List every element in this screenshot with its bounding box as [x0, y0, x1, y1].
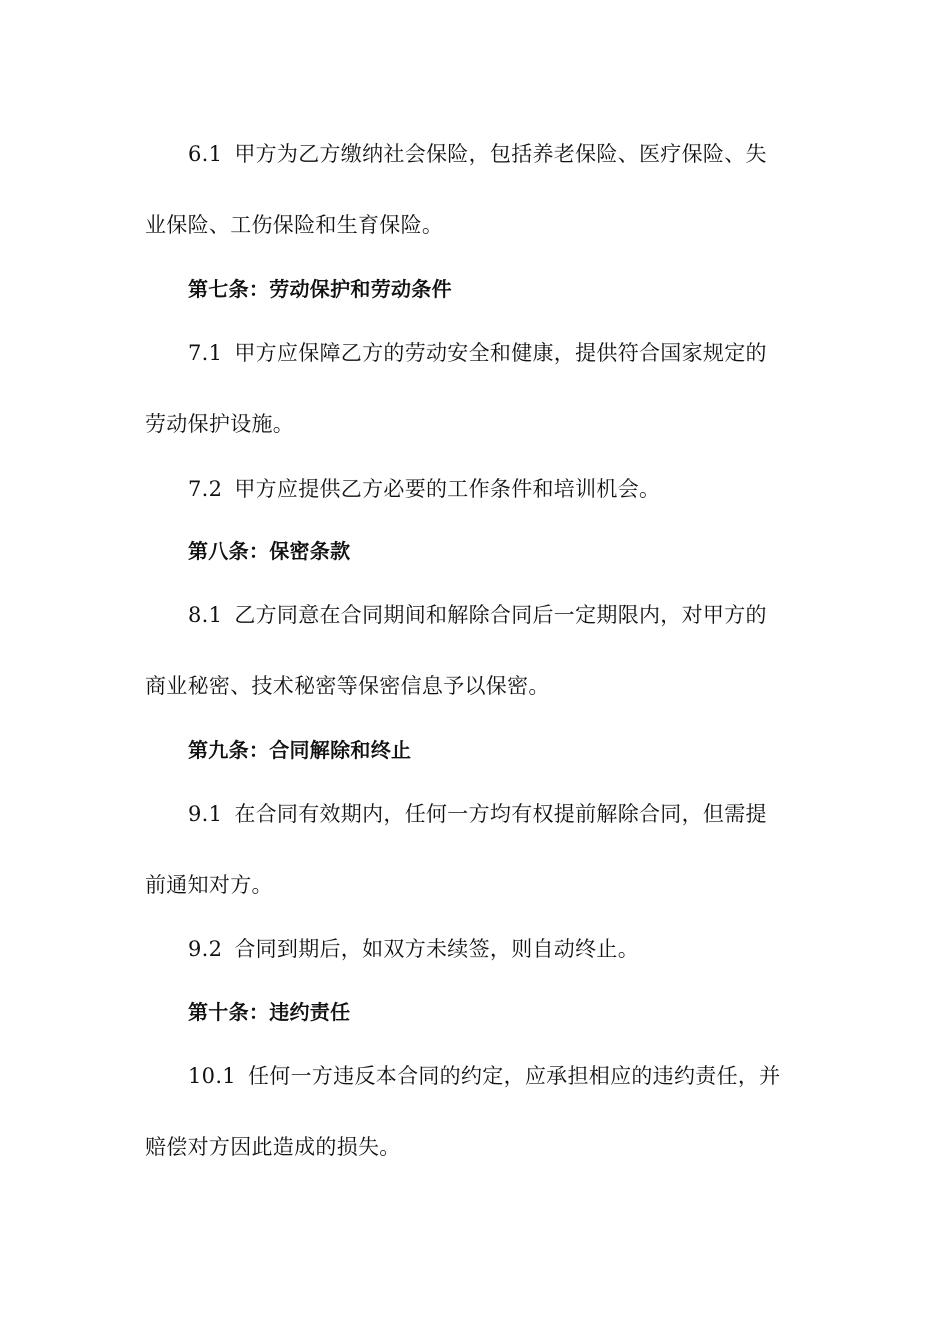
- clause-text: 甲方为乙方缴纳社会保险，包括养老保险、医疗保险、失: [234, 142, 767, 166]
- clause-9-2-line-1: [188, 935, 853, 963]
- clause-text: 甲方应保障乙方的劳动安全和健康，提供符合国家规定的: [234, 341, 767, 365]
- clause-6-1-line-1: [188, 140, 853, 168]
- clause-6-1-line-2: 业保险、工伤保险和生育保险。: [145, 213, 444, 237]
- clause-8-1-line-1: [188, 601, 853, 629]
- clause-text: 在合同有效期内，任何一方均有权提前解除合同，但需提: [234, 802, 767, 826]
- clause-text: 乙方同意在合同期间和解除合同后一定期限内，对甲方的: [234, 603, 767, 627]
- clause-text: 合同到期后，如双方未续签，则自动终止。: [234, 937, 640, 961]
- clause-number: 7.1: [188, 341, 223, 365]
- clause-text: 任何一方违反本合同的约定，应承担相应的违约责任，并: [247, 1064, 781, 1088]
- clause-8-1-line-2: 商业秘密、技术秘密等保密信息予以保密。: [145, 674, 550, 698]
- section-7-heading: 第七条：劳动保护和劳动条件: [188, 277, 452, 301]
- clause-number: 9.1: [188, 802, 223, 826]
- clause-7-1-line-1: [188, 339, 853, 367]
- section-10-heading: 第十条：违约责任: [188, 1000, 351, 1024]
- clause-9-1-line-1: [188, 800, 853, 828]
- clause-10-1-line-2: 赔偿对方因此造成的损失。: [145, 1135, 401, 1159]
- clause-10-1-line-1: [188, 1062, 853, 1090]
- clause-number: 6.1: [188, 142, 223, 166]
- clause-7-1-line-2: 劳动保护设施。: [145, 412, 295, 436]
- clause-number: 10.1: [188, 1064, 236, 1088]
- section-9-heading: 第九条：合同解除和终止: [188, 738, 412, 762]
- clause-number: 9.2: [188, 937, 223, 961]
- clause-number: 7.2: [188, 477, 223, 501]
- clause-7-2-line-1: [188, 475, 853, 503]
- clause-text: 甲方应提供乙方必要的工作条件和培训机会。: [234, 477, 661, 501]
- section-8-heading: 第八条：保密条款: [188, 539, 351, 563]
- clause-9-1-line-2: 前通知对方。: [145, 873, 273, 897]
- clause-number: 8.1: [188, 603, 223, 627]
